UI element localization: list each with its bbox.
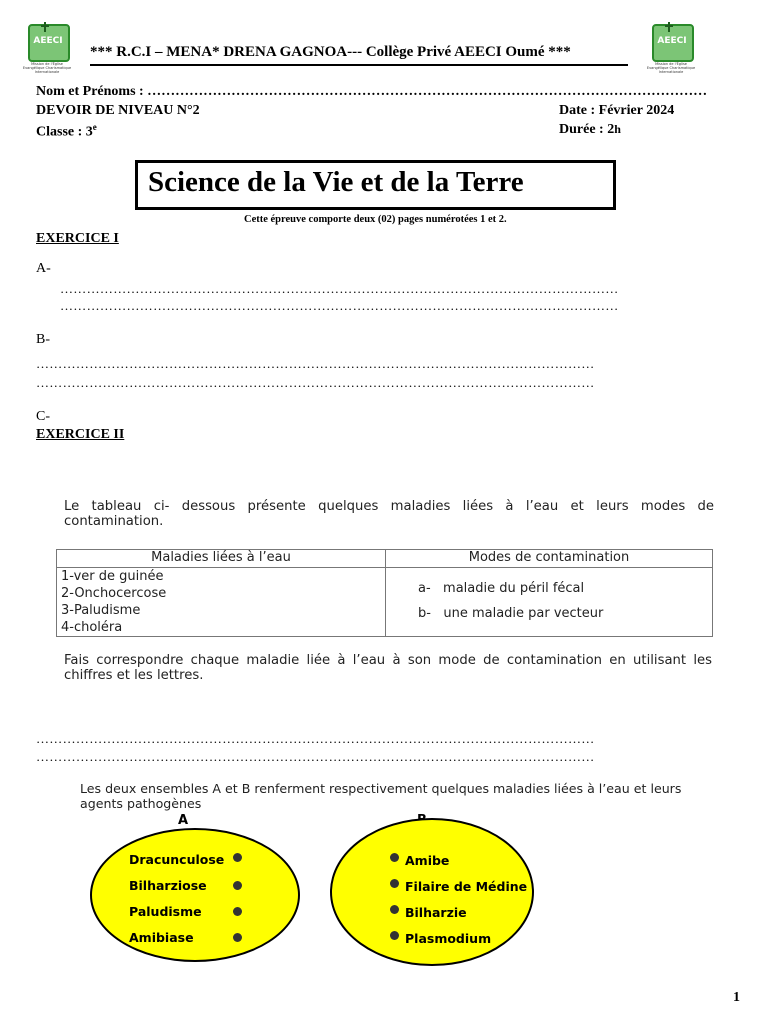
logo-text: AEECI [33, 36, 63, 46]
table-header: Modes de contamination [386, 550, 713, 568]
name-field: Nom et Prénoms : ………………………………………………………………………………………………………… [36, 84, 708, 99]
disease-item: 1-ver de guinée [61, 569, 164, 584]
modes-cell [386, 568, 713, 637]
set-b-item: Plasmodium [405, 931, 492, 946]
set-b-item: Filaire de Médine [405, 879, 528, 894]
logo-tagline: Mission de l'Église Evangélique Charismatique Internationale [646, 62, 696, 74]
answer-line: ……………………………………………………………………………………………………………… [36, 356, 595, 371]
exercise-1-heading: EXERCICE I [36, 231, 119, 246]
section-b-label: B- [36, 332, 50, 347]
set-a-label: A [178, 813, 189, 828]
answer-line: ……………………………………………………………………………………………………………… [36, 749, 595, 764]
devoir-label: DEVOIR DE NIVEAU N°2 [36, 103, 200, 118]
match-dot [233, 933, 242, 942]
cross-icon [44, 22, 46, 32]
set-b-item: Amibe [405, 853, 450, 868]
class-label: Classe : 3e [36, 122, 97, 140]
set-a-item: Amibiase [129, 930, 194, 945]
match-dot [233, 853, 242, 862]
diseases-table [56, 549, 713, 637]
date-label: Date : Février 2024 [559, 103, 675, 118]
mode-item: b- une maladie par vecteur [418, 606, 604, 621]
diseases-cell [57, 568, 386, 637]
answer-line: ……………………………………………………………………………………………………………… [60, 298, 619, 313]
match-dot [233, 881, 242, 890]
school-logo-left [22, 24, 74, 76]
match-dot [390, 879, 399, 888]
set-a-ellipse [90, 828, 300, 962]
section-a-label: A- [36, 261, 51, 276]
answer-line: ……………………………………………………………………………………………………………… [36, 731, 595, 746]
set-b-item: Bilharzie [405, 905, 467, 920]
disease-item: 3-Paludisme [61, 603, 141, 618]
answer-line: ……………………………………………………………………………………………………………… [60, 281, 619, 296]
duration-label: Durée : 2h [559, 122, 621, 137]
section-c-label: C- [36, 409, 50, 424]
subject-title: Science de la Vie et de la Terre [148, 166, 524, 198]
page-count-note: Cette épreuve comporte deux (02) pages numérotées 1 et 2. [244, 214, 507, 225]
set-a-item: Dracunculose [129, 852, 225, 867]
header-banner: *** R.C.I – MENA* DRENA GAGNOA--- Collège Privé AEECI Oumé *** [90, 44, 571, 60]
logo-text: AEECI [657, 36, 687, 46]
match-dot [390, 905, 399, 914]
exercise-2-heading: EXERCICE II [36, 427, 125, 442]
match-dot [233, 907, 242, 916]
table-header: Maladies liées à l’eau [57, 550, 386, 568]
disease-item: 4-choléra [61, 620, 123, 635]
sets-intro: Les deux ensembles A et B renferment respectivement quelques maladies liées à l’eau et leurs agents pathogènes [80, 781, 682, 811]
match-dot [390, 931, 399, 940]
disease-item: 2-Onchocercose [61, 586, 167, 601]
school-logo-right [646, 24, 698, 76]
match-dot [390, 853, 399, 862]
answer-line: ……………………………………………………………………………………………………………… [36, 375, 595, 390]
set-a-item: Bilharziose [129, 878, 207, 893]
exercise-2-instruction: Fais correspondre chaque maladie liée à l’eau à son mode de contamination en utilisant les chiffres et les lettres. [64, 653, 712, 683]
cross-icon [668, 22, 670, 32]
set-a-item: Paludisme [129, 904, 202, 919]
page-number: 1 [733, 990, 740, 1005]
exercise-2-intro: Le tableau ci- dessous présente quelques maladies liées à l’eau et leurs modes de contamination. [64, 499, 714, 529]
header-divider [90, 64, 628, 66]
subject-title-box [135, 160, 616, 210]
logo-tagline: Mission de l'Église Evangélique Charismatique Internationale [22, 62, 72, 74]
mode-item: a- maladie du péril fécal [418, 581, 585, 596]
